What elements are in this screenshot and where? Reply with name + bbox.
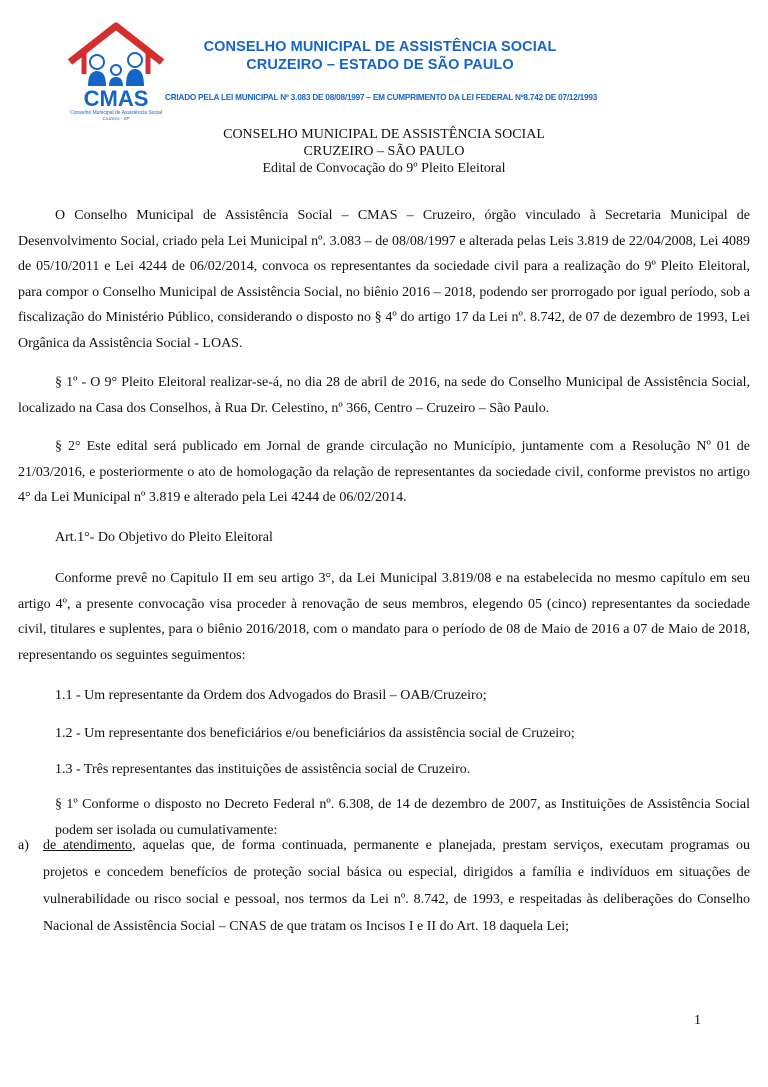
item-1-3-block [18,757,750,783]
item-a [18,832,750,940]
intro-paragraph: O Conselho Municipal de Assistência Social – CMAS – Cruzeiro, órgão vinculado à Secretaria Municipal de Desenvolvimento Social, criado pela Lei Municipal nº. 3.083 – de 08/08/1997 e alterada pelas Leis 3.819 de 22/04/2008, Lei 4089 de 05/10/2011 e Lei 4244 de 06/02/2014, convoca os representantes da sociedade civil para a realização do 9º Pleito Eleitoral, para compor o Conselho Municipal de Assistência Social, no biênio 2016 – 2018, podendo ser prorrogado por igual período, sob a fiscalização do Ministério Público, considerando o disposto no § 4º do artigo 17 da Lei nº. 8.742, de 07 de dezembro de 1993, Lei Orgânica da Assistência Social - LOAS. [18,208,750,351]
letterhead-title-line2: CRUZEIRO – ESTADO DE SÃO PAULO [246,57,514,73]
cmas-logo [64,18,168,122]
article-1-block [18,566,750,668]
page-number: 1 [694,1013,701,1028]
subparagraph-1: § 1º Conforme o disposto no Decreto Federal nº. 6.308, de 14 de dezembro de 2007, as Instituições de Assistência Social podem ser isolada ou cumulativamente: [55,797,750,838]
logo-caption: Conselho Municipal de Assistência Social [70,110,162,116]
list-item: 1.1 - Um representante da Ordem dos Advogados do Brasil – OAB/Cruzeiro; [55,688,487,703]
item-a-block [18,832,750,940]
paragraph-1: § 1º - O 9° Pleito Eleitoral realizar-se-á, no dia 28 de abril de 2016, na sede do Conselho Municipal de Assistência Social, localizado na Casa dos Conselhos, à Rua Dr. Celestino, nº 366, Centro – Cruzeiro – São Paulo. [18,375,750,416]
item-a-text: , aquelas que, de forma continuada, permanente e planejada, prestam serviços, executam programas ou projetos e concedem benefícios de proteção social básica ou especial, dirigidos a família e indivíduos em situações de vulnerabilidade ou risco social e pessoal, nos termos da Lei nº. 8.742, de 1993, e respeitadas às deliberações do Conselho Nacional de Assistência Social – CNAS de que tratam os Incisos I e II do Art. 18 daquela Lei; [43,838,750,934]
paragraph-2-block [18,434,750,511]
list-item: 1.3 - Três representantes das instituições de assistência social de Cruzeiro. [55,762,471,777]
letterhead-subtitle: CRIADO PELA LEI MUNICIPAL Nº 3.083 DE 08/08/1997 – EM CUMPRIMENTO DA LEI FEDERAL Nº8.742 DE 07/12/1993 [165,93,598,102]
item-1-1-block [18,683,750,709]
article-1-title-block [18,525,750,551]
item-a-marker: a) [18,838,29,853]
paragraph-1-block [18,370,750,421]
heading-line2: CRUZEIRO – SÃO PAULO [303,144,465,159]
heading-line1: CONSELHO MUNICIPAL DE ASSISTÊNCIA SOCIAL [223,127,545,142]
document-heading [0,126,768,177]
article-1-text: Conforme prevê no Capitulo II em seu artigo 3°, da Lei Municipal 3.819/08 e na estabelecida no mesmo capítulo em seu artigo 4º, a presente convocação visa proceder à renovação de seus membros, elegendo 05 (cinco) representantes da sociedade civil, titulares e suplentes, para o biênio 2016/2018, com o mandato para o período de 08 de Maio de 2016 a 07 de Maio de 2018, representando os seguintes seguimentos: [18,571,750,663]
paragraph-2: § 2° Este edital será publicado em Jornal de grande circulação no Município, juntamente com a Resolução Nº 01 de 21/03/2016, e posteriormente o ato de homologação da relação de representantes da sociedade civil, conforme previstos no artigo 4° da Lei Municipal nº 3.819 e alterado pela Lei 4244 de 06/02/2014. [18,439,750,505]
logo-text: CMAS [83,86,149,111]
letterhead-title-line1: CONSELHO MUNICIPAL DE ASSISTÊNCIA SOCIAL [203,39,557,55]
item-1-2-block [18,721,750,747]
heading-line3: Edital de Convocação do 9º Pleito Eleitoral [262,161,506,176]
logo-city: Cruzeiro - SP [102,116,130,121]
list-item: 1.2 - Um representante dos beneficiários e/ou beneficiários da assistência social de Cruzeiro; [55,726,575,741]
intro-block [18,203,750,356]
article-1-title: Art.1°- Do Objetivo do Pleito Eleitoral [55,530,273,545]
item-a-term: de atendimento [43,838,133,853]
